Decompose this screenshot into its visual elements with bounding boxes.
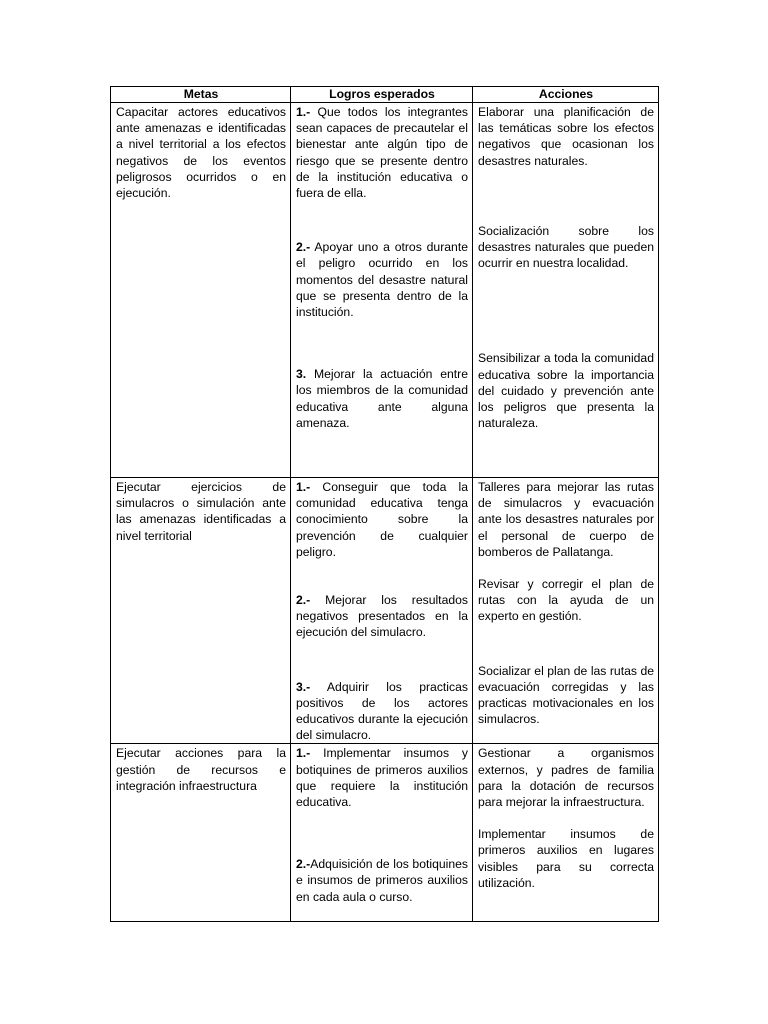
logro-item	[296, 745, 468, 810]
acciones-cell	[473, 478, 659, 744]
logro-number: 2.-	[296, 857, 311, 872]
logro-item	[296, 856, 468, 905]
logros-cell	[291, 744, 473, 922]
accion-item: Revisar y corregir el plan de rutas con la ayuda de un experto en gestión.	[478, 577, 654, 624]
table-header-row	[111, 87, 659, 103]
table-row	[111, 744, 659, 922]
logro-number: 1.-	[296, 480, 311, 494]
logro-item	[296, 104, 468, 201]
accion-item: Elaborar una planificación de las temáticas sobre los efectos negativos que ocasionan los desastres naturales.	[478, 105, 654, 168]
logro-number: 1.-	[296, 105, 311, 119]
goals-table	[110, 86, 659, 922]
header-acciones: Acciones	[473, 87, 659, 103]
logro-number: 2.-	[296, 240, 311, 255]
logro-text: Que todos los integrantes sean capaces de precautelar el bienestar ante algún tipo de riesgo que se presente dentro de la institución educativa o fuera de ella.	[296, 105, 468, 201]
logro-text: Adquisición de los botiquines e insumos de primeros auxilios en cada aula o curso.	[296, 857, 468, 904]
logro-item	[296, 679, 468, 744]
logro-text: Conseguir que toda la comunidad educativa tenga conocimiento sobre la prevención de cualquier peligro.	[296, 480, 468, 559]
logro-item	[296, 366, 468, 431]
logro-text: Mejorar la actuación entre los miembros de la comunidad educativa ante alguna amenaza.	[296, 367, 468, 430]
logro-number: 3.	[296, 367, 307, 382]
accion-item: Implementar insumos de primeros auxilios en lugares visibles para su correcta utilización.	[478, 827, 654, 890]
logro-number: 1.-	[296, 746, 311, 761]
meta-text: Capacitar actores educativos ante amenazas e identificadas a nivel territorial a los efectos negativos de los eventos peligrosos ocurridos o en ejecución.	[116, 105, 286, 201]
logro-number: 3.-	[296, 679, 311, 694]
logro-item	[296, 592, 468, 641]
accion-item: Sensibilizar a toda la comunidad educativa sobre la importancia del cuidado y prevención ante los peligros que presenta la naturaleza.	[478, 351, 654, 431]
header-metas: Metas	[111, 87, 291, 103]
meta-cell	[111, 478, 291, 744]
header-logros-esperados: Logros esperados	[291, 87, 473, 103]
table-row	[111, 478, 659, 744]
accion-item: Gestionar a organismos externos, y padres de familia para la dotación de recursos para mejorar la infraestructura.	[478, 746, 654, 810]
meta-cell	[111, 103, 291, 478]
acciones-cell	[473, 103, 659, 478]
meta-text: Ejecutar ejercicios de simulacros o simulación ante las amenazas identificadas a nivel territorial	[116, 480, 286, 543]
logro-text: Implementar insumos y botiquines de primeros auxilios que requiere la institución educativa.	[296, 746, 468, 810]
logro-item	[296, 239, 468, 320]
meta-cell	[111, 744, 291, 922]
accion-item: Talleres para mejorar las rutas de simulacros y evacuación ante los desastres naturales por el personal de cuerpo de bomberos de Pallatanga.	[478, 480, 654, 559]
meta-text: Ejecutar acciones para la gestión de recursos e integración infraestructura	[116, 746, 286, 793]
acciones-cell	[473, 744, 659, 922]
logro-text: Apoyar uno a otros durante el peligro ocurrido en los momentos del desastre natural que se presenta dentro de la institución.	[296, 240, 468, 320]
logros-cell	[291, 478, 473, 744]
table-row	[111, 103, 659, 478]
logro-number: 2.-	[296, 593, 311, 608]
logros-cell	[291, 103, 473, 478]
logro-item	[296, 479, 468, 560]
accion-item: Socializar el plan de las rutas de evacuación corregidas y las practicas motivacionales en los simulacros.	[478, 663, 654, 727]
logro-text: Adquirir los practicas positivos de los actores educativos durante la ejecución del simulacro.	[296, 679, 468, 743]
logro-text: Mejorar los resultados negativos presentados en la ejecución del simulacro.	[296, 593, 468, 640]
accion-item: Socialización sobre los desastres naturales que pueden ocurrir en nuestra localidad.	[478, 223, 654, 271]
